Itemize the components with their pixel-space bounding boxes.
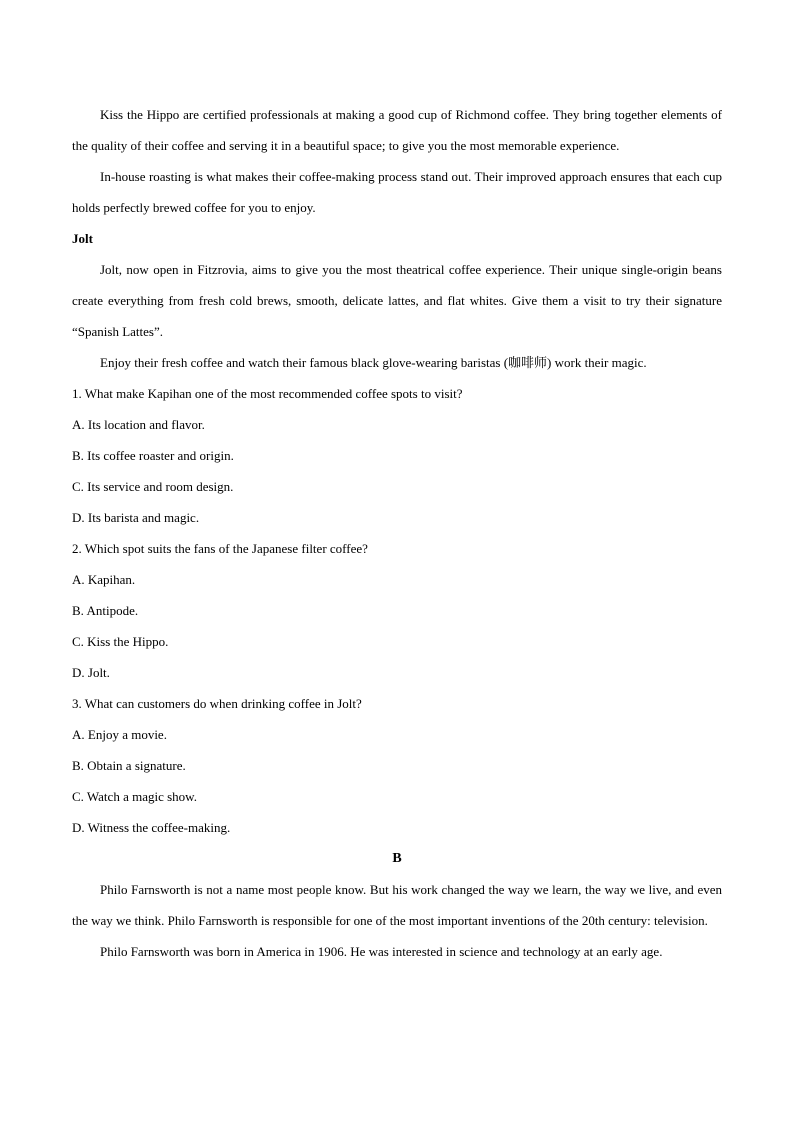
option-a: A. Enjoy a movie. (72, 727, 167, 742)
farnsworth-paragraph-2: Philo Farnsworth was born in America in 1906. He was interested in science and technology at an early age. (100, 944, 663, 959)
farnsworth-paragraph-1: Philo Farnsworth is not a name most people know. But his work changed the way we learn, the way we live, and even the way we think. Philo Farnsworth is responsible for one of the most important inventions of the 20th century: television. (72, 882, 722, 928)
document-page (72, 99, 722, 967)
jolt-heading: Jolt (72, 231, 93, 246)
option-b: B. Its coffee roaster and origin. (72, 448, 234, 463)
question-2 (72, 533, 722, 688)
option-c: C. Watch a magic show. (72, 789, 197, 804)
option-c: C. Kiss the Hippo. (72, 634, 169, 649)
option-d: D. Its barista and magic. (72, 510, 200, 525)
question-stem: 2. Which spot suits the fans of the Japanese filter coffee? (72, 541, 368, 556)
question-stem: 1. What make Kapihan one of the most recommended coffee spots to visit? (72, 386, 463, 401)
section-b-title: B (392, 851, 402, 866)
option-a: A. Kapihan. (72, 572, 136, 587)
question-3 (72, 688, 722, 843)
kiss-the-hippo-paragraph-1: Kiss the Hippo are certified professionals at making a good cup of Richmond coffee. They bring together elements of the quality of their coffee and serving it in a beautiful space; to give you the most memorable experience. (72, 107, 722, 153)
kiss-the-hippo-paragraph-2: In-house roasting is what makes their coffee-making process stand out. Their improved approach ensures that each cup holds perfectly brewed coffee for you to enjoy. (72, 169, 722, 215)
jolt-paragraph-2: Enjoy their fresh coffee and watch their famous black glove-wearing baristas (咖啡师) work their magic. (100, 355, 647, 370)
option-d: D. Witness the coffee-making. (72, 820, 231, 835)
jolt-paragraph-1: Jolt, now open in Fitzrovia, aims to give you the most theatrical coffee experience. Their unique single-origin beans create everything from fresh cold brews, smooth, delicate lattes, and flat whites. Give them a visit to try their signature “Spanish Lattes”. (72, 262, 722, 339)
option-a: A. Its location and flavor. (72, 417, 205, 432)
option-b: B. Obtain a signature. (72, 758, 186, 773)
option-c: C. Its service and room design. (72, 479, 234, 494)
option-b: B. Antipode. (72, 603, 139, 618)
question-stem: 3. What can customers do when drinking coffee in Jolt? (72, 696, 362, 711)
option-d: D. Jolt. (72, 665, 110, 680)
question-1 (72, 378, 722, 533)
